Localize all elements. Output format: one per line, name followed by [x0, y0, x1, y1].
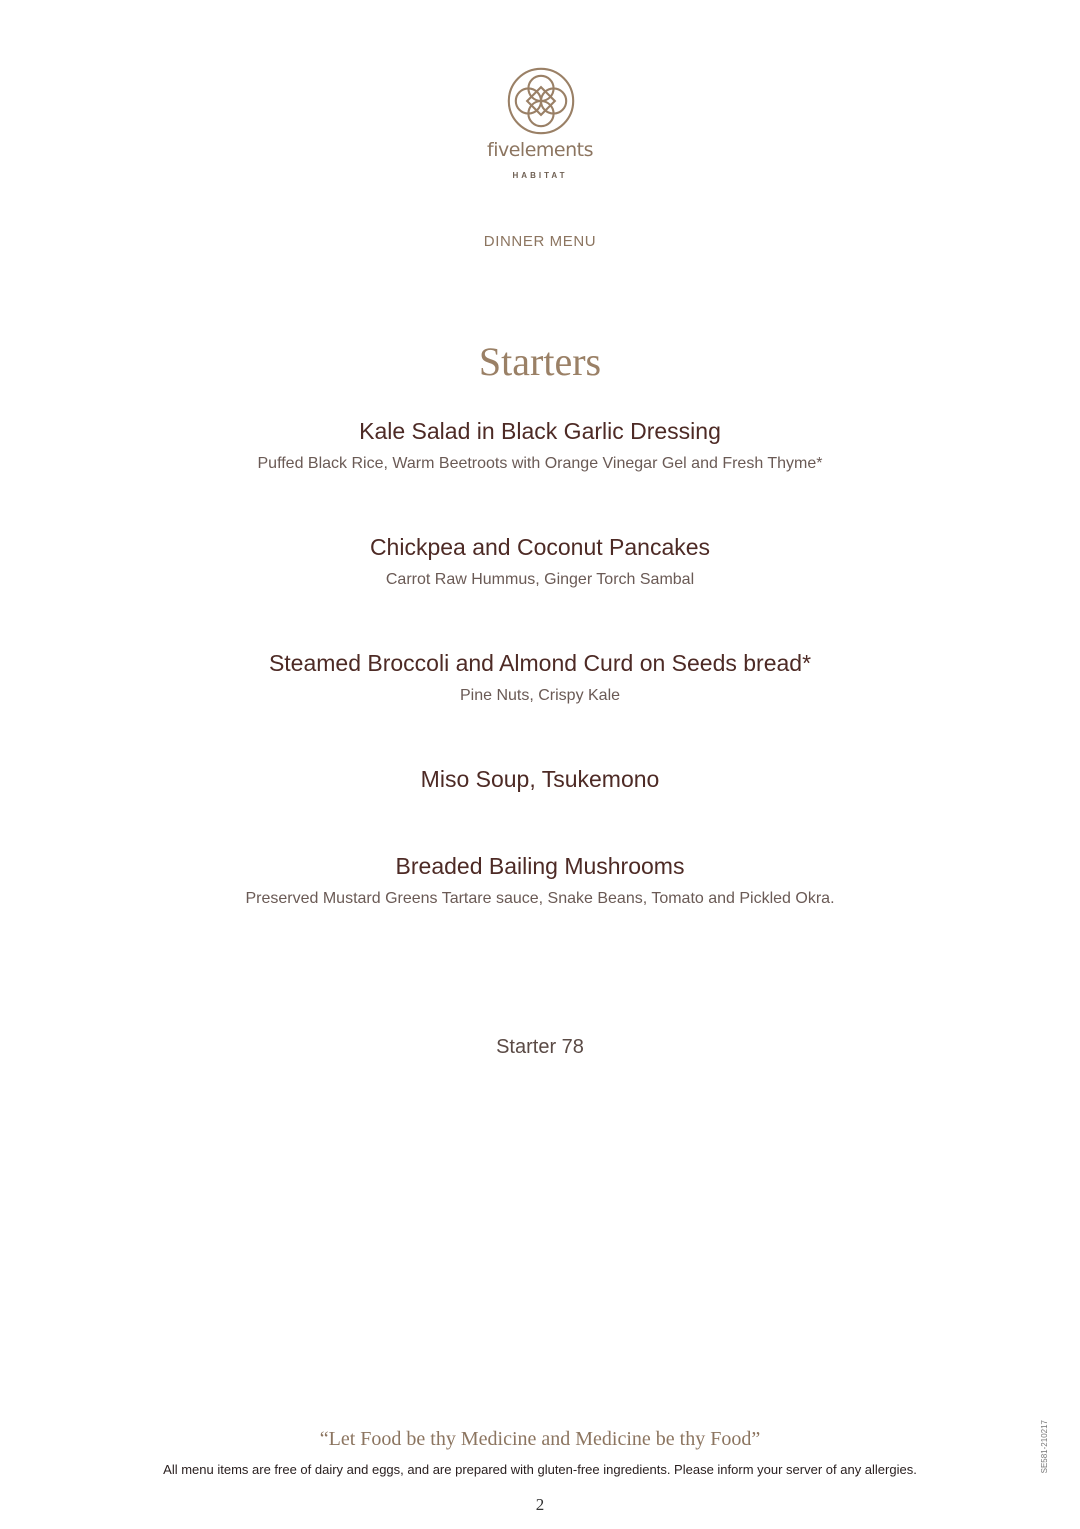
fivelements-logo-icon — [506, 66, 576, 136]
dish-name: Breaded Bailing Mushrooms — [395, 853, 685, 879]
dish-description: Carrot Raw Hummus, Ginger Torch Sambal — [385, 571, 695, 588]
brand-subtitle: HABITAT — [512, 171, 568, 180]
menu-label: DINNER MENU — [483, 233, 597, 250]
document-code: SE581-210217 — [1040, 1420, 1049, 1474]
dish-description: Preserved Mustard Greens Tartare sauce, Snake Beans, Tomato and Pickled Okra. — [245, 890, 835, 907]
dish-description: Pine Nuts, Crispy Kale — [459, 687, 621, 704]
footer-quote: “Let Food be thy Medicine and Medicine be thy Food” — [319, 1428, 761, 1450]
section-title: Starters — [478, 339, 602, 384]
allergy-disclaimer: All menu items are free of dairy and eggs, and are prepared with gluten-free ingredients. Please inform your server of any allergies. — [163, 1462, 917, 1477]
dish-name: Steamed Broccoli and Almond Curd on Seeds bread* — [268, 650, 812, 676]
dish-description: Puffed Black Rice, Warm Beetroots with Orange Vinegar Gel and Fresh Thyme* — [257, 455, 823, 472]
dish-name: Chickpea and Coconut Pancakes — [369, 534, 711, 560]
dish-name: Miso Soup, Tsukemono — [420, 766, 660, 792]
price-line: Starter 78 — [496, 1036, 584, 1058]
dish-name: Kale Salad in Black Garlic Dressing — [359, 418, 721, 444]
page-number: 2 — [535, 1495, 545, 1514]
brand-name: fivelements — [487, 139, 593, 161]
